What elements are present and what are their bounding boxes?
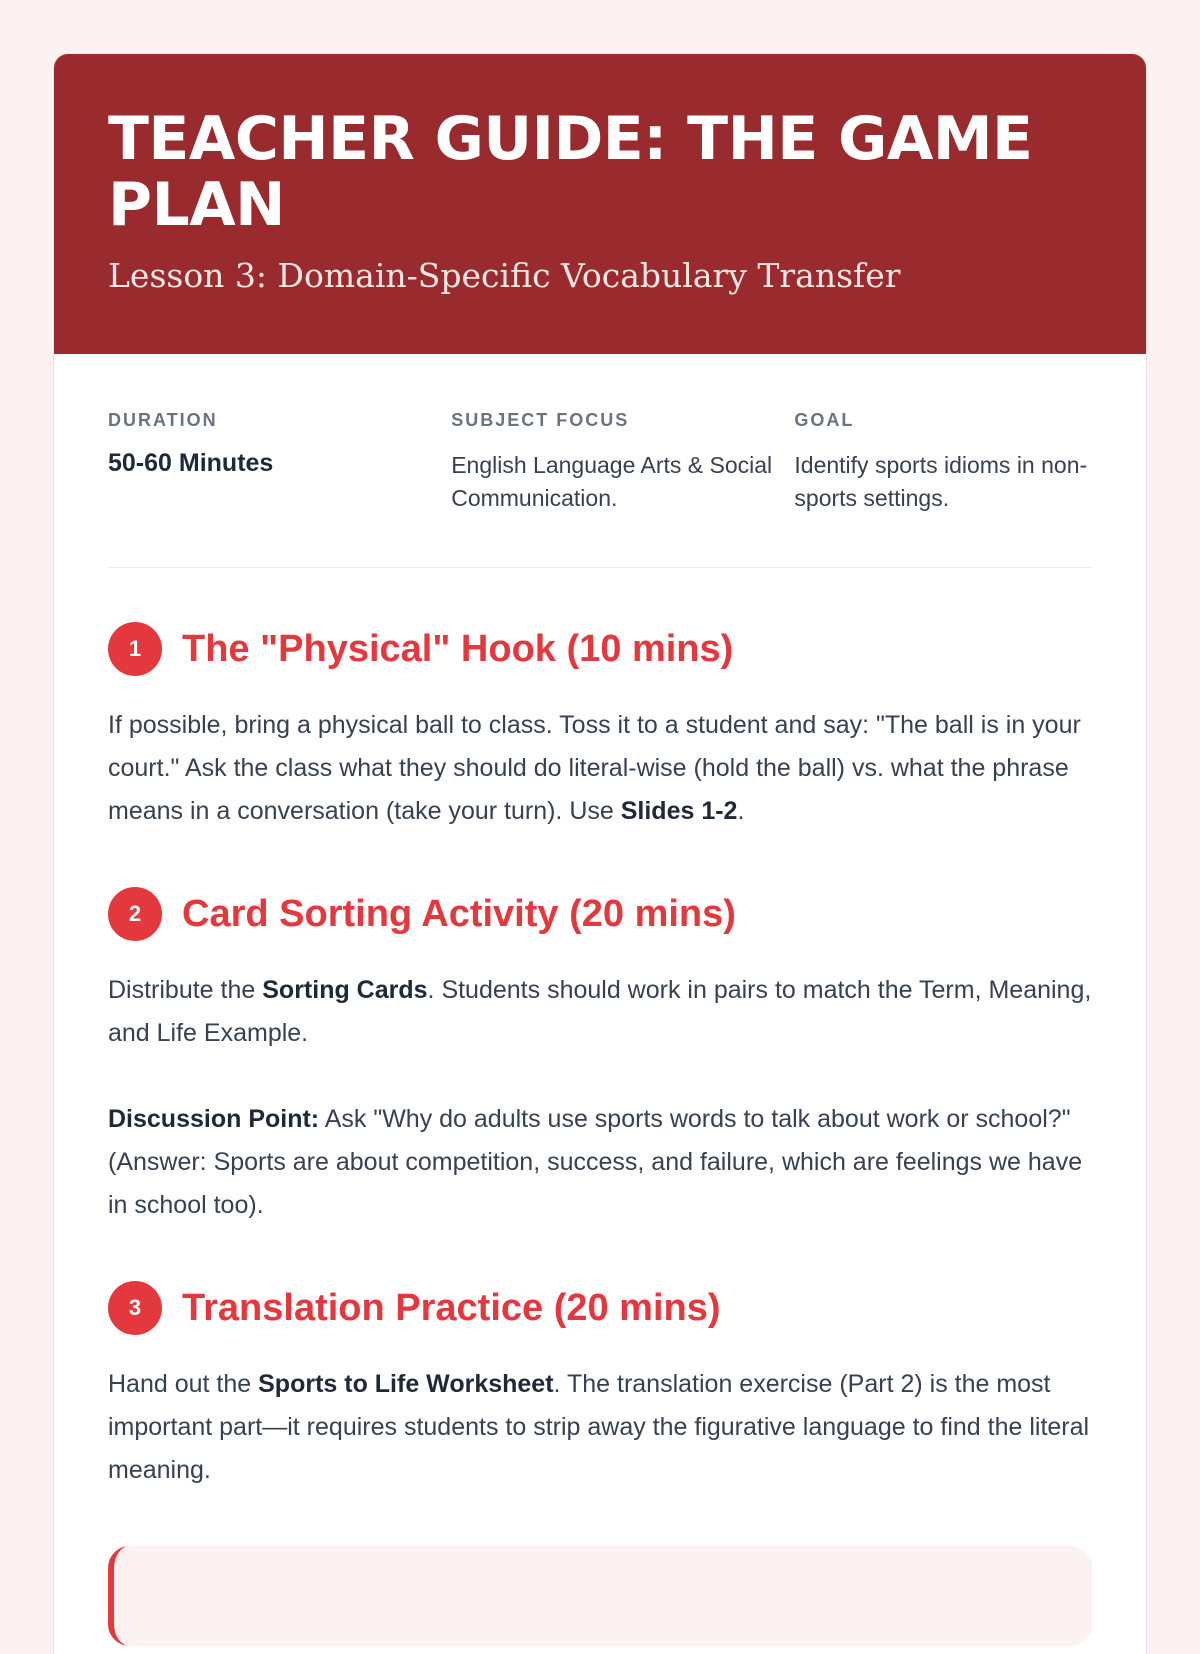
section-heading — [108, 887, 1092, 941]
paragraph-text: . Students should work in pairs to match the Term, Meaning, and Life Example. — [108, 976, 1092, 1047]
discussion-point-paragraph — [108, 1098, 1092, 1227]
section-title: Translation Practice (20 mins) — [182, 1286, 721, 1329]
meta-label: GOAL — [794, 410, 855, 430]
step-number-badge: 1 — [108, 622, 162, 676]
meta-label: SUBJECT FOCUS — [451, 410, 630, 430]
paragraph-text: . — [737, 797, 745, 825]
page-title: TEACHER GUIDE: THE GAME PLAN — [108, 104, 1033, 240]
guide-content — [54, 354, 1146, 1646]
paragraph-text: . The translation exercise (Part 2) is the most important part—it requires students to strip away the figurative language to find the literal meaning. — [108, 1370, 1090, 1484]
paragraph-text: Distribute the — [108, 976, 263, 1004]
step-number-badge: 2 — [108, 887, 162, 941]
section-paragraph — [108, 969, 1092, 1055]
section-paragraph — [108, 1363, 1092, 1492]
emphasis-text: Sorting Cards — [262, 976, 428, 1004]
paragraph-text: If possible, bring a physical ball to class. Toss it to a student and say: "The ball is in your court." Ask the class what they should do literal-wise (hold the ball) vs. what the phrase means in a conversation (take your turn). Use — [108, 711, 1081, 825]
emphasis-text: Sports to Life Worksheet — [258, 1370, 554, 1398]
callout-box — [108, 1546, 1092, 1646]
guide-header — [54, 54, 1146, 354]
page-subtitle: Lesson 3: Domain-Specific Vocabulary Transfer — [108, 256, 901, 295]
meta-duration — [108, 410, 451, 515]
section-title: Card Sorting Activity (20 mins) — [182, 892, 736, 935]
meta-value: 50-60 Minutes — [108, 449, 274, 477]
emphasis-text: Discussion Point: — [108, 1105, 320, 1133]
paragraph-text: Hand out the — [108, 1370, 259, 1398]
meta-subject-focus — [451, 410, 794, 515]
emphasis-text: Slides 1-2 — [620, 797, 738, 825]
meta-value: English Language Arts & Social Communication. — [451, 452, 773, 511]
step-number-badge: 3 — [108, 1281, 162, 1335]
meta-goal — [794, 410, 1092, 515]
meta-value: Identify sports idioms in non-sports settings. — [794, 452, 1088, 511]
lesson-meta — [108, 354, 1092, 568]
paragraph-text: Ask "Why do adults use sports words to talk about work or school?" (Answer: Sports are about competition, success, and failure, which are feelings we have in school too). — [108, 1105, 1083, 1219]
section-heading — [108, 622, 1092, 676]
teacher-guide-card — [54, 54, 1146, 1654]
section-paragraph — [108, 704, 1092, 833]
section-heading — [108, 1281, 1092, 1335]
section-title: The "Physical" Hook (10 mins) — [182, 627, 734, 670]
meta-label: DURATION — [108, 410, 218, 430]
